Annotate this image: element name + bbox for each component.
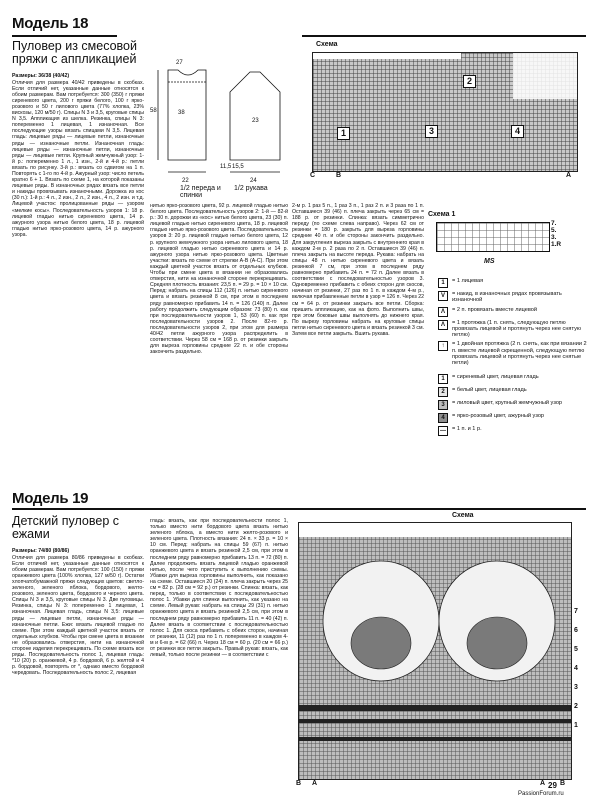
legend-color: 2 = белый цвет, лицевая гладь [438,387,590,397]
label-front-back: 1/2 переда и спинки [180,185,221,199]
page-number: 29 [548,781,557,790]
chart1-region-4: 4 [511,125,524,138]
chart2-letter-a-right: A [540,780,546,787]
model18-text-col3: 2-м р. 1 раз 5 п., 1 раз 3 п., 1 раз 2 п. и 3 раза по 1 п. Оставшиеся 39 (46) п. плеча закрыть через 65 см = 188 р. от резинки. Спинка: вязать симметрично переду (по схеме слева направо). Через 62 см от резинки = 180 р. закрыть для выреза горловины средние 40 п. и обе стороны закончить раздельно. Для закругления выреза закрыть с внутреннего края в каждом 2-м р. 2 раза по 2 п. Оставшиеся 39 (46) п. плеча закрыть на высоте переда. Рукава: набрать на спицы 48 п. нитью сиреневого цвета и вязать резинкой 7 см, при этом в последнем ряду равномерно прибавить 24 п. = 72 п. Далее вязать в соответствии с последовательностью узоров 3. Одновременно прибавить с обеих сторон для скосов, начиная от резинки, 27 раз по 1 п. в каждом 4-м р., включая прибавленные петли в узор = 126 п. Через 22 см = 64 р. от резинки закрыть все петли. Сборка: пришить аппликацию, как на фото. Выполнить швы, при этом боковые швы выполнять до нижнего края. По вырезу горловины набрать на круговые спицы петли нитью сиреневого цвета и вязать резинкой 3 см. Затем все петли закрыть. Вшить рукава. [292,203,424,337]
chart1-letter-c: C [310,172,316,179]
model19-rule [12,508,586,510]
model18-title: Модель 18 [12,15,89,32]
chart-small-grid [436,222,550,252]
legend [438,278,590,439]
dim-58: 58 [150,108,157,114]
chart1-rule [302,35,586,37]
dim-38: 38 [178,110,185,116]
model18-subtitle: Пуловер из смесовой пряжи с аппликацией [12,39,137,66]
chart1-region-1: 1 [337,127,350,140]
chart-small-ms: MS [484,258,495,265]
chart2-right-nums: 7 6 5 4 3 2 1 [574,608,578,729]
chart1-white-right [513,53,577,99]
model19-subtitle: Детский пуловер с ежами [12,514,120,541]
model18-schematic [148,52,298,192]
chart2-letter-a-left: A [312,780,318,787]
dim-24: 24 [250,178,257,184]
chart1-white-top [313,53,461,59]
chart2-grid [298,522,572,780]
legend-color: 1 = сиреневый цвет, лицевая гладь [438,374,590,384]
legend-item: Ʌ = 1 протяжка (1 п. снять, следующую петлю провязать лицевой и протянуть через нее снятую петлю) [438,320,590,339]
legend-item: 1 = 1 лицевая [438,278,590,288]
chart-small-rownums: 7. 5. 3. 1.R [551,220,562,248]
label-sleeve: 1/2 рукава [234,185,268,192]
model18-rule [12,35,117,37]
model18-text-col1: Размеры: 36/38 (40/42) Отличия для размера 40/42 приведены в скобках. Если отличий нет, указанные данные относятся к обоим размерам. Вам потребуется: 300 (350) г пряжи сиреневого цвета, 200 г пряжи белого, 100 г ярко-розового и 50 г лилового цвета (77% хлопка, 23% вискозы, 120 м/50 г). Спицы N 3 и 3,5, круговые спицы N 3,5. Аппликация из шелка. Резинка, спицы N 3: попеременно 1 лицевая, 1 изнаночная. Все последующие узоры вязать спицами N 3,5. Лицевая гладь: лицевые ряды — лицевые петли, изнаночные ряды — изнаночные петли. Изнаночная гладь: лицевые ряды — изнаночные петли, изнаночные ряды — лицевые петли. Крупный жемчужный узор: 1-й р.: попеременно 1 л., 1 изн., 2-й и 4-й р.: петли вязать по рисунку. 3-й р.: вязать со сдвигом на 1 п. Повторять с 1-го по 4-й р. Ажурный узор: число петель кратно 6 + 1. Вязать по схеме 1, на которой показаны лицевые ряды. В изнаночных рядах вязать все петли и накиды провязывать изнаночными. Дорожка из кос (30 п.): 1-й р.: 4 л., 2 изн., 2 л., 2 изн., 4 л., 2 изн. и т.д. Лицевой участок: пролицованные ряды — узором «мелкие косы». Последовательность узоров 1: 18 р. лицевой гладью нитью сиреневого цвета, 14 р. ажурного узора нитью белого цвета, 18 р. лицевой гладью нитью ярко-розового цвета, 14 р. ажурного узора. [12,73,144,238]
chart1-grid [312,52,578,172]
dim-22: 22 [182,178,189,184]
chart-small-title: Схема 1 [428,211,456,218]
dim-23: 23 [252,118,259,124]
chart1-title: Схема [316,41,338,48]
chart1-region-2: 2 [463,75,476,88]
site-watermark: PassionForum.ru [518,791,564,797]
dim-11-5: 11,5 [220,164,232,170]
model19-title: Модель 19 [12,490,89,507]
legend-color: 3 = лиловый цвет, крупный жемчужный узор [438,400,590,410]
chart1-letter-b: B [336,172,342,179]
model19-text-col2: гладь: вязать, как при последовательности полос 1, только вместо нити бордового цвета вязать нитью зеленого яблока, а вместо нити желто-розового и зеленого цвета. Плотность вязания: 24 п. × 33 р. = 10 × 10 см. Перед: набрать на спицы 59 (67) п. нитью оранжевого цвета и вязать резинкой 2,5 см, при этом в последнем ряду равномерно прибавить 13 п. = 72 (80) п. Далее продолжить вязать лицевой гладью оранжевой нитью, после чего приступить к выполнению схемы. Убавки для выреза горловины выполнить, как показано на схеме. Оставшиеся 20 (24) п. плеча закрыть через 25 см = 82 р. (28 см = 92 р.) от резинки. Спинка: вязать, как перед, только в соответствии с последовательностью полос 1. Убавки для спинки выполнить, как указано на схеме. Левый рукав: набрать на спицы 29 (31) п. нитью оранжевого цвета и вязать резинкой 2,5 см, при этом в последнем ряду равномерно прибавить 11 п. = 40 (42) п. Далее вязать в соответствии с последовательностью полос 1. Для скоса прибавить с обеих сторон, начиная от резинки, 11 (12) раз по 1 п. попеременно в каждом 4-м и 6-м р. = 62 (66) п. Через 18 см = 60 р. (20 см = 66 р.) от резинки все петли закрыть. Правый рукав: вязать, как левый, только после резинки — в соответствии с [150,518,288,659]
chart2-letter-b-right: B [560,780,566,787]
hedgehog-motifs [299,523,571,779]
dim-15-5: 15,5 [232,164,244,170]
chart1-region-3: 3 [425,125,438,138]
legend-item: V = накид, в изнаночных рядах провязывать изнаночной [438,291,590,304]
chart2-letter-b-left: B [296,780,302,787]
chart2-title: Схема [452,512,474,519]
legend-color: 4 = ярко-розовый цвет, ажурный узор [438,413,590,423]
legend-item: ↑ = 1 двойная протяжка (2 п. снять, как при вязании 2 п. вместе лицевой скрещенной, следующую петлю провязать лицевой и протянуть через нее снятые петли) [438,341,590,366]
dim-27: 27 [176,60,183,66]
legend-color: — = 1 п. и 1 р. [440,425,482,434]
legend-item: Λ = 2 п. провязать вместе лицевой [438,307,590,317]
chart1-letter-a: A [566,172,572,179]
model19-text-col1: Размеры: 74/80 (80/86) Отличия для размера 80/86 приведены в скобках. Если отличий нет, указанные данные относятся к обоим размерам. Вам потребуется: 100 (150) г пряжи оранжевого цвета (100% хлопка, 127 м/50 г). Остатки хлопчатобумажной пряжи следующих цветов: светло-зеленого, зеленого яблока, бордового, желто-розового, зеленого цвета, бордового и черного цвета. Спицы N 3 и 3,5, круговые спицы N 3. Две пуговицы. Резинка, спицы N 3: попеременно 1 лицевая, 1 изнаночная. Лицевая гладь, спицы N 3,5: лицевые ряды — лицевые петли, изнаночные ряды — изнаночные петли. Ежи: вязать лицевой гладью по схеме. При этом каждый цветной участок вязать от отдельных клубков. Чтобы при смене цвета в вязании не образовались отверстия, нити на изнаночной стороне изделия перекрещивать. По схеме вязать все ряды. Последовательность полос 1, лицевая гладь: *10 (20) р. оранжевой, 4 р. бордовой, 6 р. желтой и 4 р. бордовой, повторять от *, однако вместо бордовой чередовать. Последовательность полос 2, лицевая [12,548,144,677]
model18-text-col2: нитью ярко-розового цвета, 92 р. лицевой гладью нитью белого цвета. Последовательность узоров 2: 1-й — 82-й р.: 30 п. дорожки из «кос» нитью белого цвета, 23 (30) п. лицевой гладью нитью сиреневого цвета, 18 р. лицевой гладью нитью ярко-розового цвета. Последовательность узоров 3: 20 р. лицевой гладью нитью белого цвета, 12 р. крупного жемчужного узора нитью лилового цвета, 18 р. лицевой гладью нитью сиреневого цвета и 14 р. ажурного узора нитью ярко-розового цвета. Цветные участки: вязать по схеме от стрелки А-В (А-С). При этом каждый цветной участок вязать от отдельных клубков. Чтобы при смене цвета в вязании не образовались отверстия, нити на изнаночной стороне перекрещивать. Средняя плотность вязания: 23,5 п. = 29 р. = 10 × 10 см. Перед: набрать на спицы 112 (126) п. нитью сиреневого цвета и вязать резинкой 8 см, при этом в последнем ряду равномерно прибавить 14 п. = 126 (140) п. Далее работу продолжить следующим образом: 73 (80) п. как при последовательности узоров 1, 53 (60) п. как при последовательности узоров 2. После 82-го р. последовательности узоров 2, при этом для размера 40/42 петли ажурного узора распределить в соответствии. Через 58 см = 168 р. от резинки закрыть для выреза горловины средние 22 п. и обе стороны закончить раздельно. [150,203,288,356]
